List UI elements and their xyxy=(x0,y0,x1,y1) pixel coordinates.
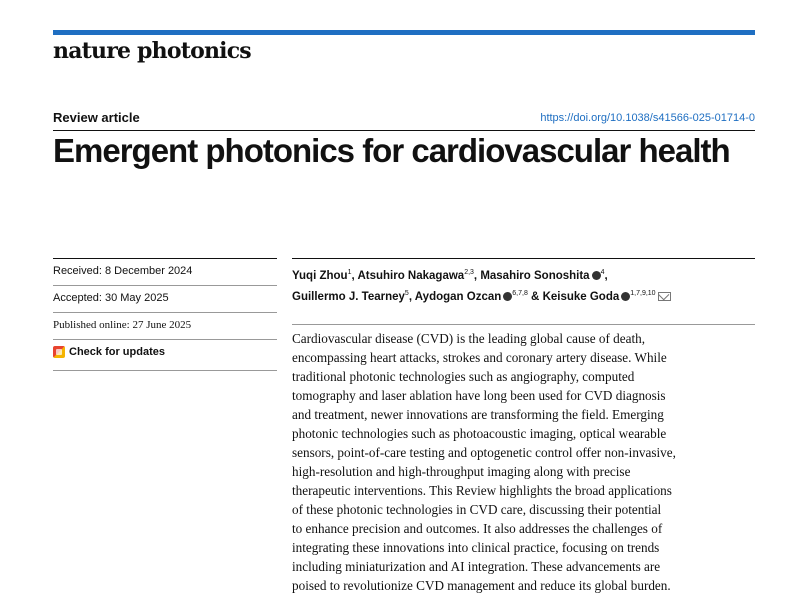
abstract-line: to enhance precision and outcomes. It also addresses the challenges of xyxy=(292,521,663,536)
check-updates-row xyxy=(53,339,277,371)
orcid-icon[interactable] xyxy=(592,271,601,280)
abstract-line: of these photonic technologies in CVD care, discussing their potential xyxy=(292,502,662,517)
article-type: Review article xyxy=(53,110,140,125)
published-date xyxy=(53,312,277,341)
accepted-label: Accepted: 30 May 2025 xyxy=(53,292,169,304)
author[interactable]: Masahiro Sonoshita $^4$ xyxy=(480,269,605,282)
check-for-updates-icon xyxy=(53,346,65,358)
abstract-line: sensors, point-of-care testing and optogenetic control offer non-invasive, xyxy=(292,445,676,460)
abstract-line: tomography and laser ablation have long been used for CVD diagnosis xyxy=(292,388,666,403)
article-title: Emergent photonics for cardiovascular health xyxy=(53,132,730,169)
accepted-date xyxy=(53,285,277,314)
abstract-line: high-resolution and high-throughput imaging along with precise xyxy=(292,464,631,479)
abstract-line: encompassing heart attacks, strokes and coronary artery disease. While xyxy=(292,350,667,365)
received-date xyxy=(53,258,277,287)
received-label: Received: 8 December 2024 xyxy=(53,265,193,277)
published-label: Published online: 27 June 2025 xyxy=(53,319,192,331)
abstract xyxy=(292,329,747,595)
journal-accent-bar xyxy=(53,30,755,35)
author[interactable]: Guillermo J. Tearney$^5$ xyxy=(292,289,409,303)
author[interactable]: Atsuhiro Nakagawa$^{2,3}$ xyxy=(357,269,474,282)
abstract-line: poised to revolutionize CVD management and reduce its global burden. xyxy=(292,578,671,593)
abstract-line: therapeutic interventions. This Review highlights the broad applications xyxy=(292,483,672,498)
author[interactable]: Yuqi Zhou$^1$ xyxy=(292,269,352,282)
doi-link[interactable]: https://doi.org/10.1038/s41566-025-01714-0 xyxy=(540,112,755,124)
abstract-line: photonic technologies such as photoacoustic imaging, optical wearable xyxy=(292,426,667,441)
abstract-line: Cardiovascular disease (CVD) is the leading global cause of death, xyxy=(292,331,646,346)
abstract-line: integrating these innovations into clinical practice, focusing on trends xyxy=(292,540,660,555)
journal-name[interactable]: nature photonics xyxy=(53,38,251,64)
check-for-updates-button[interactable] xyxy=(53,346,277,358)
check-for-updates-label: Check for updates xyxy=(69,346,165,358)
abstract-line: traditional photonic technologies such as angiography, computed xyxy=(292,369,635,384)
author[interactable]: Aydogan Ozcan $^{6,7,8}$ xyxy=(414,289,528,303)
header-divider xyxy=(53,130,755,131)
orcid-icon[interactable] xyxy=(503,292,512,301)
email-icon[interactable] xyxy=(658,292,671,301)
abstract-line: and treatment, newer innovations are transforming the field. Emerging xyxy=(292,407,664,422)
abstract-divider xyxy=(292,324,755,325)
abstract-line: including miniaturization and AI integration. These advancements are xyxy=(292,559,661,574)
orcid-icon[interactable] xyxy=(621,292,630,301)
author[interactable]: Keisuke Goda $^{1,7,9,10}$ xyxy=(543,291,671,303)
author-list: Yuqi Zhou$^1$, Atsuhiro Nakagawa$^{2,3}$, Masahiro Sonoshita $^4$, Guillermo J. Tearney$^5$, Aydogan Ozcan $^{6,7,8}$ & Keisuke Goda $^{1,7,9,10}$ xyxy=(292,258,755,306)
